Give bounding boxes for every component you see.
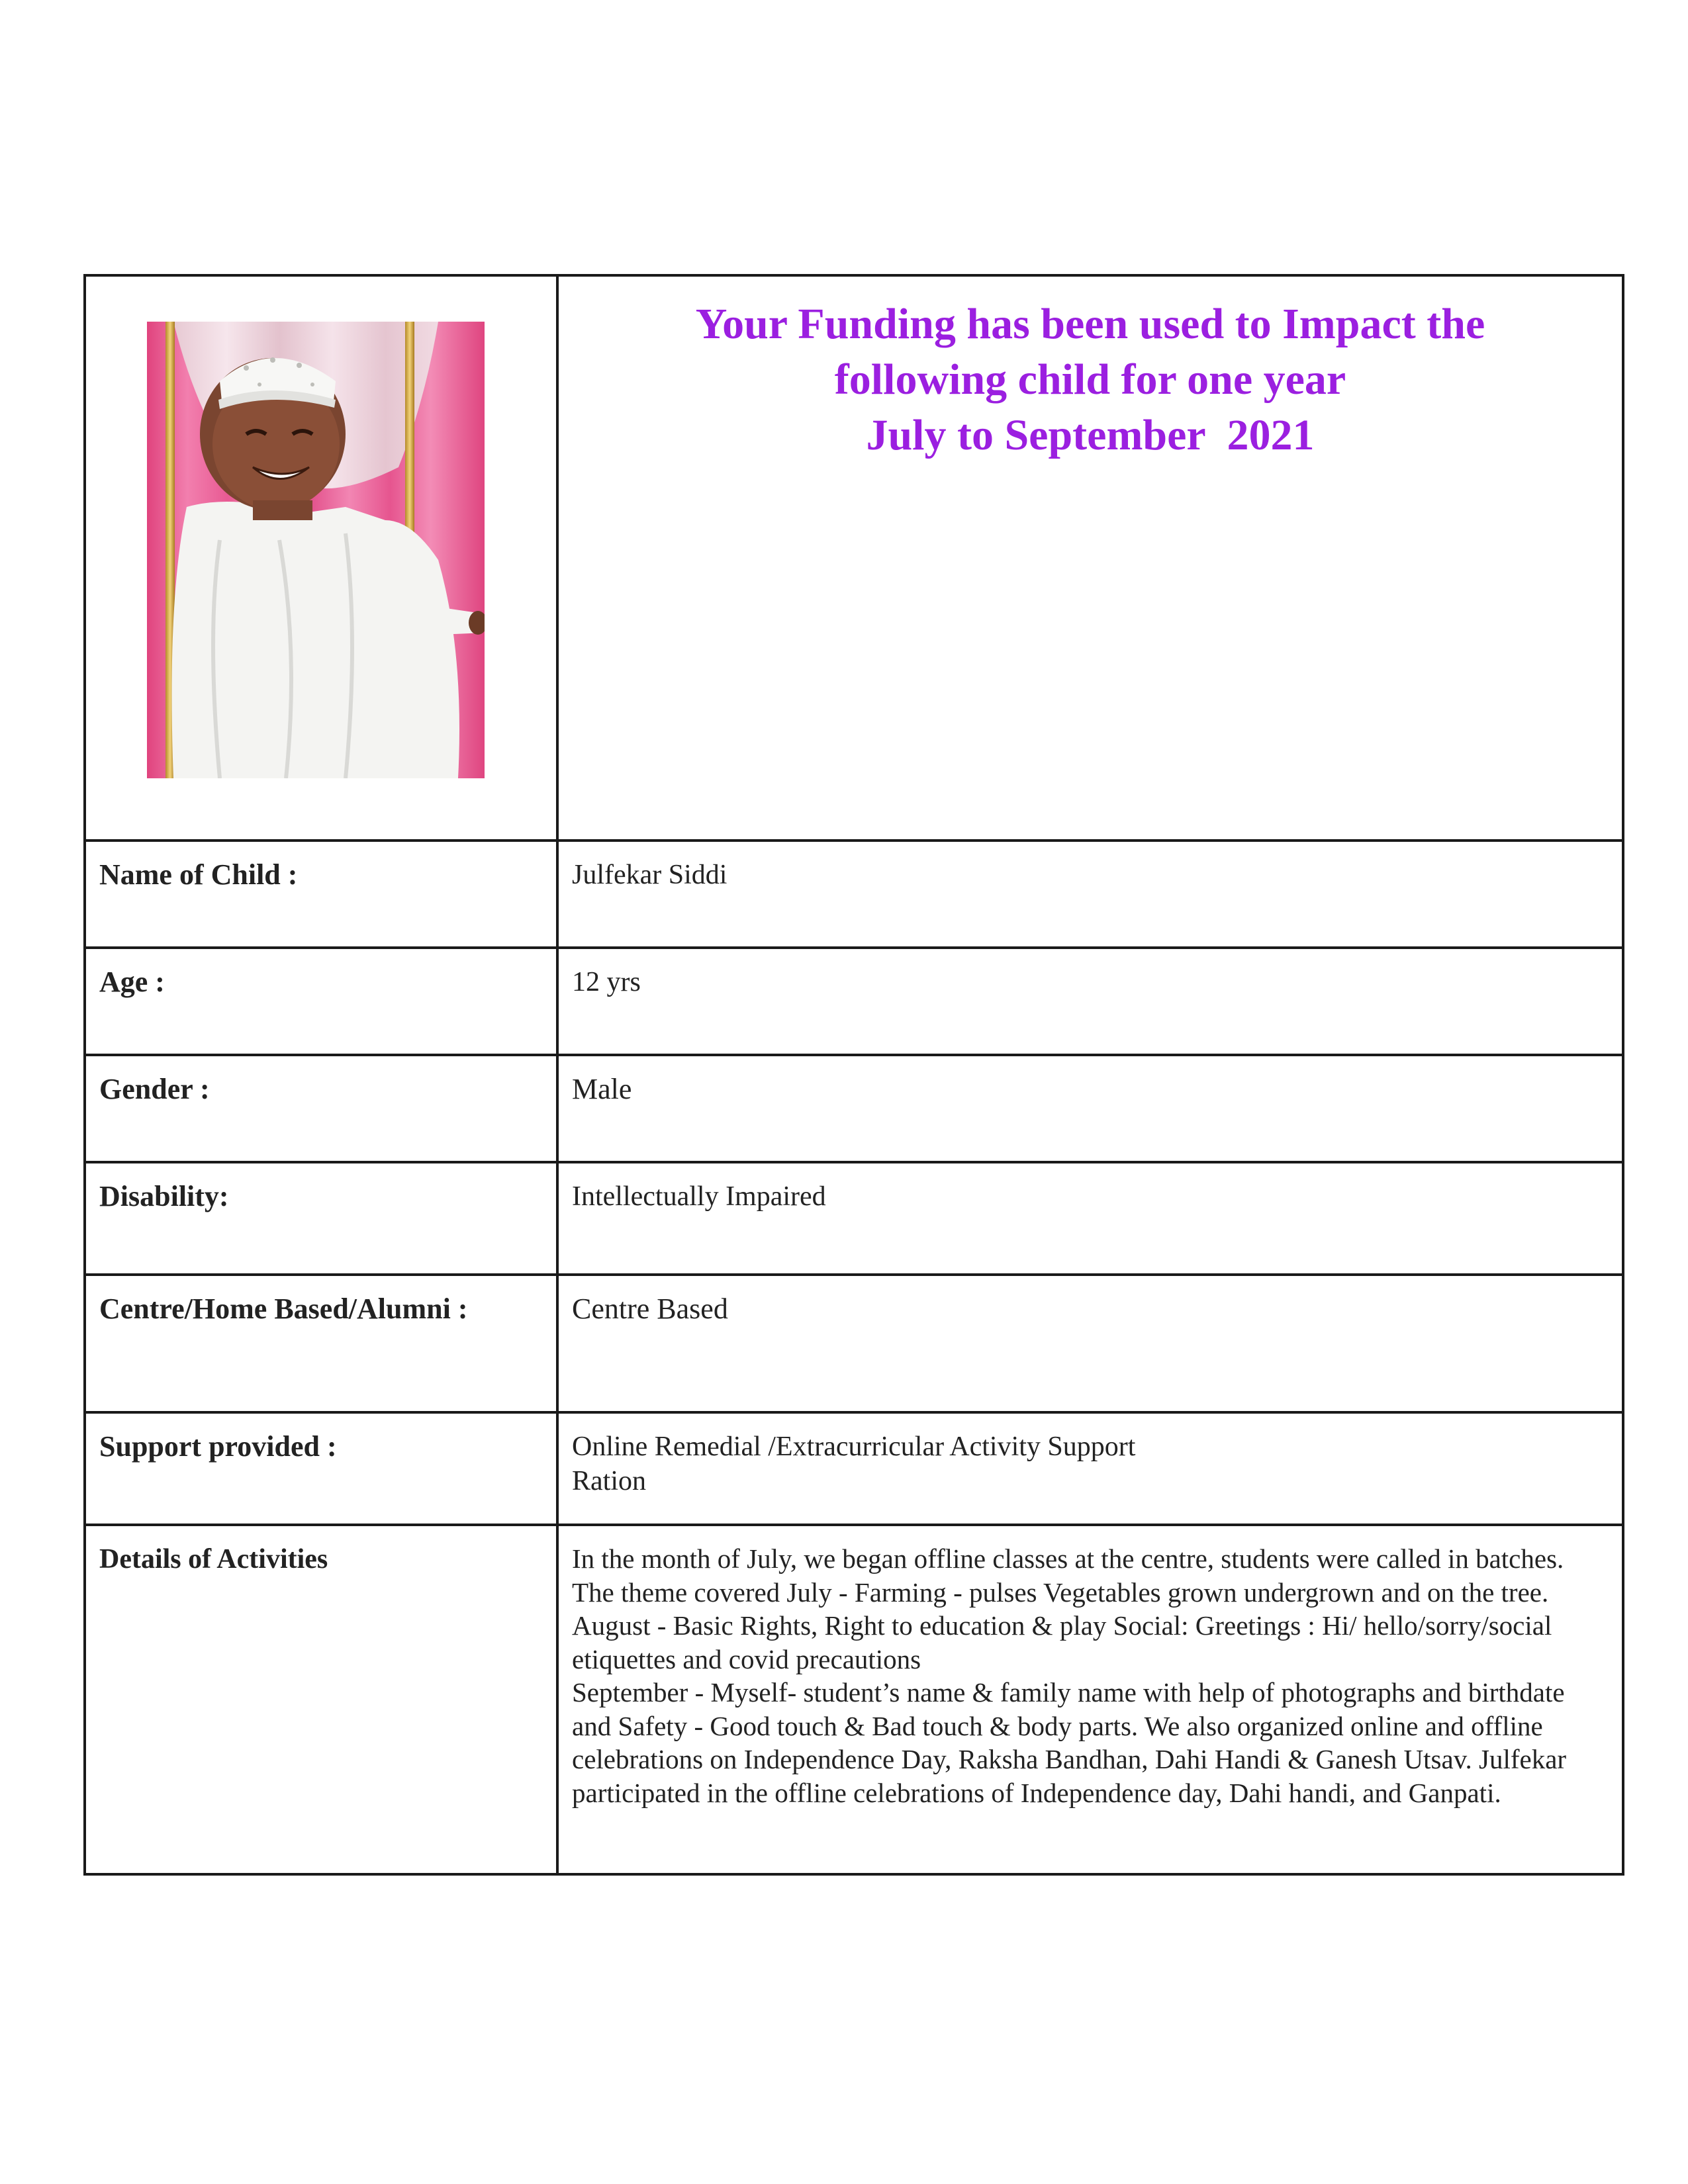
centre-value: Centre Based	[572, 1293, 728, 1325]
header-row	[85, 275, 1623, 841]
age-label: Age :	[99, 966, 165, 998]
funding-headline	[585, 296, 1595, 463]
gender-label: Gender :	[99, 1073, 210, 1105]
centre-label: Centre/Home Based/Alumni :	[99, 1293, 468, 1325]
disability-value: Intellectually Impaired	[572, 1181, 826, 1212]
centre-row	[85, 1275, 1623, 1412]
age-row	[85, 948, 1623, 1055]
headline-line-3: July to September 2021	[866, 411, 1315, 459]
age-value: 12 yrs	[572, 967, 641, 997]
headline-line-2: following child for one year	[834, 355, 1346, 404]
support-label: Support provided :	[99, 1430, 337, 1463]
details-row	[85, 1525, 1623, 1874]
name-value: Julfekar Siddi	[572, 860, 727, 890]
support-line-1: Online Remedial /Extracurricular Activity Support	[572, 1432, 1136, 1462]
gender-row	[85, 1055, 1623, 1162]
disability-row	[85, 1162, 1623, 1275]
child-report-table	[83, 274, 1624, 1876]
details-value	[559, 1526, 1622, 1809]
details-paragraph-3: September - Myself- student’s name & family name with help of photographs and birthdate and Safety - Good touch & Bad touch & body parts. We also organized online and offline celebrations on Independence Day, Raksha Bandhan, Dahi Handi & Ganesh Utsav. Julfekar participated in the offline celebrations of Independence day, Dahi handi, and Ganpati.	[572, 1677, 1567, 1808]
headline-cell	[557, 275, 1623, 841]
support-row	[85, 1412, 1623, 1525]
disability-label: Disability:	[99, 1180, 229, 1212]
details-paragraph-2: The theme covered July - Farming - pulses Vegetables grown undergrown and on the tree. August - Basic Rights, Right to education & play Social: Greetings : Hi/ hello/sorry/social etiquettes and covid precautions	[572, 1576, 1552, 1674]
headline-line-1: Your Funding has been used to Impact the	[695, 300, 1485, 348]
support-line-2: Ration	[572, 1466, 646, 1496]
name-row	[85, 841, 1623, 948]
gender-value: Male	[572, 1073, 632, 1105]
support-value	[559, 1414, 1622, 1498]
details-paragraph-1: In the month of July, we began offline classes at the centre, students were called in batches.	[572, 1543, 1564, 1574]
name-label: Name of Child :	[99, 858, 298, 891]
details-label: Details of Activities	[99, 1544, 328, 1574]
child-photo	[147, 322, 485, 778]
photo-cell	[85, 275, 557, 841]
